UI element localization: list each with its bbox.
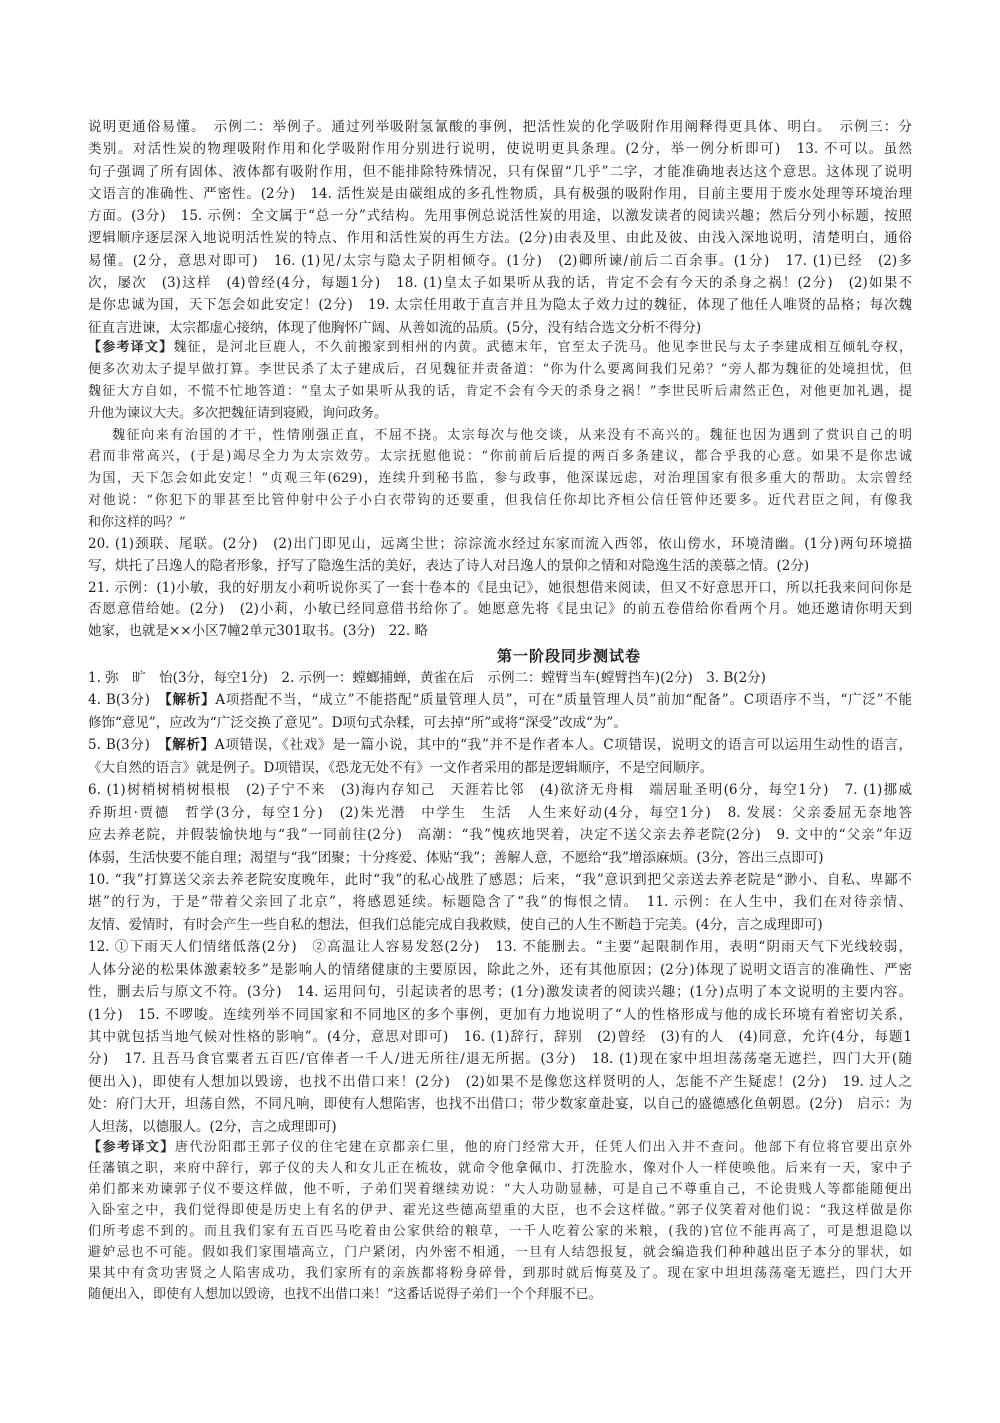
translation-line: 对他说：“你犯下的罪甚至比管仲射中公子小白衣带钩的还要重，但我信任你却比齐桓公信任管仲还要多。近代君臣之间，有像我 [88, 493, 912, 509]
answer-head: 5. B(3分) [88, 737, 165, 754]
answer-line: 方面。(3分) 15. 示例：全文属于“总一分”式结构。先用事例总说活性炭的用途，以激发读者的阅读兴趣；然后分列小标题，按照 [88, 208, 912, 225]
answer-line: 乔斯坦·贾德 哲学(3分，每空1分) (2)朱光潜 中学生 生活 人生来好动(4分，每空1分) 8. 发展：父亲委屈无奈地答 [88, 804, 912, 821]
translation-line: 和你这样的吗？” [88, 515, 186, 531]
answer-line: 逻辑顺序逐层深入地说明活性炭的特点、作用和活性炭的再生方法。(2分)由表及里、由此及彼、由浅入深地说明，清楚明白，通俗 [88, 230, 912, 247]
answer-line: 写，烘托了吕逸人的隐者形象，抒写了隐逸生活的美好，表达了诗人对吕逸人的景仰之情和对隐逸生活的羡慕之情。(2分) [88, 557, 810, 574]
translation-line: 魏征大方自如，不慌不忙地答道：“皇太子如果听从我的话，肯定不会有今天的杀身之祸！”李世民听后肃然正色，对他更加礼遇，提 [88, 383, 912, 399]
analysis-label: 【解析】 [164, 737, 215, 754]
answer-line: 次，屡次 (3)这样 (4)曾经(4分，每题1分) 18. (1)皇太子如果听从我的话，肯定不会有今天的杀身之祸！(2分) (2)如果不 [88, 275, 912, 292]
answer-line: 文语言的准确性、严密性。(2分) 14. 活性炭是由碳组成的多孔性物质，具有极强的吸附作用，目前主要用于废水处理等环境治理 [88, 185, 912, 202]
translation-line: 入卧室之中，我们觉得即使是历史上有名的伊尹、霍光这些德高望重的大臣，也不会这样做。”郭子仪笑着对他们说：“我这样做是你 [88, 1203, 912, 1218]
answer-line: 人体分泌的松果体激素较多”是影响人的情绪健康的主要原因，除此之外，还有其他原因；(2分)体现了说明文语言的准确性、严密 [88, 961, 912, 978]
translation-line [88, 1137, 912, 1158]
translation-label: 【参考译文】 [88, 1140, 175, 1155]
answer-line: 其中就包括当地气候对性格的影响”。(4分，意思对即可) 16. (1)辞行，辞别 (2)曾经 (3)有的人 (4)同意，允许(4分，每题1 [88, 1029, 912, 1045]
reference-translation-c [88, 1137, 912, 1305]
translation-line: 果其中有贪功害贤之人陷害成功，我们家所有的亲族都将粉身碎骨，到那时就后悔莫及了。现在家中坦坦荡荡毫无遮拦，四门大开 [88, 1266, 912, 1281]
translation-line: 君而非常高兴，(于是)竭尽全力为太宗效劳。太宗抚慰他说：“你前前后后提的两百多条建议，都合乎我的心意。如果不是你忠诚 [88, 449, 912, 465]
translation-line: 避妒忌也不可能。假如我们家围墙高立，门户紧闭，内外密不相通，一旦有人结怨报复，就会编造我们种种越出臣子本分的罪状，如 [88, 1245, 912, 1260]
answer-head: 4. B(3分) [88, 692, 166, 709]
section-title: 第一阶段同步测试卷 [497, 647, 642, 665]
translation-text: 魏征，是河北巨鹿人，不久前搬家到相州的内黄。武德末年，官至太子洗马。他见李世民与太子李建成相互倾轧夺权， [173, 340, 912, 355]
translation-line: 为国，天下怎会如此安定！”贞观三年(629)，连续升到秘书监，参与政事，他深谋远虑，对治理国家有很多重大的帮助。太宗曾经 [88, 471, 912, 487]
answer-line: 应去养老院，并假装愉快地与“我”一同前往(2分) 高潮：“我”愧疚地哭着，决定不送父亲去养老院(2分) 9. 文中的“父亲”年迈 [88, 827, 912, 844]
answer-line [88, 734, 912, 756]
reference-translation-a [88, 337, 912, 534]
answer-line: 1. 弥 旷 怡(3分，每空1分) 2. 示例一：螳螂捕蝉，黄雀在后 示例二：螳臂当车(螳臂挡车)(2分) 3. B(2分) [88, 670, 766, 686]
translation-line [88, 337, 912, 359]
answer-line: 性，删去后与原文不符。(3分) 14. 运用问句，引起读者的思考；(1分)激发读者的阅读兴趣；(1分)点明了本文说明的主要内容。 [88, 984, 912, 1001]
answer-line: 体弱，生活快要不能自理；渴望与“我”团聚；十分疼爱、体贴“我”；善解人意，不愿给“我”增添麻烦。(3分，答出三点即可) [88, 849, 824, 866]
answer-line: 10. “我”打算送父亲去养老院安度晚年，此时“我”的私心战胜了感恩；后来，“我”意识到把父亲送去养老院是“渺小、自私、卑鄙不 [88, 871, 912, 888]
answer-line: 友情、爱情时，有时会产生一些自私的想法，但我们总能完成自我救赎，使自己的人生不断趋于完美。(4分，言之成理即可) [88, 916, 823, 933]
answer-line: 《大自然的语言》就是例子。D项错误，《恐龙无处不有》一文作者采用的都是逻辑顺序，不是空间顺序。 [88, 759, 714, 776]
answer-line: 21. 示例：(1)小敏，我的好朋友小莉听说你买了一套十卷本的《昆虫记》，她很想借来阅读，但又不好意思开口，所以托我来问问你是 [88, 579, 912, 596]
answer-line: 修饰“意见”，应改为“广泛交换了意见”。D项句式杂糅，可去掉“所”或将“深受”改成“为”。 [88, 714, 627, 731]
answers-block-b [88, 534, 912, 643]
answer-line: 她家，也就是××小区7幢2单元301取书。(3分) 22. 略 [88, 623, 428, 640]
answer-line: 便出入)，即使有人想加以毁谤，也找不出借口来！(2分) (2)如果不是像您这样贤明的人，怎能不产生疑虑！(2分) 19. 过人之 [88, 1073, 912, 1090]
translation-line: 弟们都来劝谏郭子仪不要这样做，他不听，子弟们哭着继续劝说：“大人功勋显赫，可是自己不尊重自己，不论贵贱人等都能随便出 [88, 1182, 912, 1197]
answer-line: 是你忠诚为国，天下怎会如此安定！(2分) 19. 太宗任用敢于直言并且为隐太子效力过的魏征，体现了他任人唯贤的品格；每次魏 [88, 297, 912, 314]
translation-line: 们所考虑不到的。而且我们家有五百匹马吃着由公家供给的粮草，一千人吃着公家的米粮，(我的)官位不能再高了，可是想退隐以 [88, 1224, 912, 1239]
translation-line: 随便出入，即使有人想加以毁谤，也找不出借口来！”这番话说得子弟们一个个拜服不已。 [88, 1287, 602, 1302]
answer-line: 易懂。(2分，意思对即可) 16. (1)见/太宗与隐太子阴相倾夺。(1分) (2)卿所谏/前后二百余事。(1分) 17. (1)已经 (2)多 [88, 252, 912, 269]
answer-line: 堪”的行为，于是“带着父亲回了北京”，将感恩延续。标题隐含了“我”的悔恨之情。 11. 示例：在人生中，我们在对待亲情、 [88, 894, 912, 911]
answer-line [88, 689, 912, 711]
answer-line: 20. (1)颈联、尾联。(2分) (2)出门即见山，远离尘世；淙淙流水经过东家而流入西邻，依山傍水，环境清幽。(1分)两句环境描 [88, 536, 912, 552]
answer-text: A项错误，《社戏》是一篇小说，其中的“我”并不是作者本人。C项错误，说明文的语言可以运用生动性的语言， [214, 737, 912, 754]
answers-block-a [88, 116, 912, 339]
answers-block-c [88, 667, 912, 1138]
answer-line: 否愿意借给她。(2分) (2)小莉，小敏已经同意借书给你了。她愿意先将《昆虫记》的前五卷借给你看两个月。她还邀请你明天到 [88, 601, 912, 618]
answer-line: 说明更通俗易懂。 示例二：举例子。通过列举吸附氢氰酸的事例，把活性炭的化学吸附作用阐释得更具体、明白。 示例三：分 [88, 119, 912, 135]
answer-line: 分) 17. 且吾马食官粟者五百匹/官俸者一千人/进无所往/退无所据。(3分) 18. (1)现在家中坦坦荡荡毫无遮拦，四门大开(随 [88, 1051, 912, 1068]
answer-text: A项搭配不当，“成立”不能搭配“质量管理人员”，可在“质量管理人员”前加“配备”。C项语序不当，“广泛”不能 [215, 692, 912, 709]
answer-line: 句子强调了所有固体、液体都有吸附作用，但不能排除特殊情况，只有保留“几乎”二字，才能准确地表达这个意思。这体现了说明 [88, 163, 912, 180]
answer-line: 人坦荡，以德服人。(2分，言之成理即可) [88, 1118, 337, 1135]
translation-line: 魏征向来有治国的才干，性情刚强正直，不屈不挠。太宗每次与他交谈，从来没有不高兴的。魏征也因为遇到了赏识自己的明 [112, 427, 912, 443]
translation-label: 【参考译文】 [88, 340, 174, 355]
answer-line: 类别。对活性炭的物理吸附作用和化学吸附作用分别进行说明，使说明更具条理。(2分，举一例分析即可) 13. 不可以。虽然 [88, 141, 912, 158]
answer-line: 处：府门大开，坦荡自然，不同凡响，即使有人想陷害，也找不出借口；带少数家童赴宴，以自己的盛德感化鱼朝恩。(2分) 启示：为 [88, 1096, 912, 1113]
translation-line: 任藩镇之职，来府中辞行，郭子仪的夫人和女儿正在梳妆，就命令他拿佩巾、打洗脸水，像对仆人一样使唤他。后来有一天，家中子 [88, 1161, 912, 1176]
answer-line: (1分) 15. 不啰唆。连续列举不同国家和不同地区的多个事例，更加有力地说明了“人的性格形成与他的成长环境有着密切关系， [88, 1006, 912, 1023]
translation-text: 唐代汾阳郡王郭子仪的住宅建在京都亲仁里，他的府门经常大开，任凭人们出入并不查问。他部下有位将官要出京外 [174, 1140, 912, 1155]
translation-line: 升他为谏议大夫。多次把魏征请到寝殿，询问政务。 [88, 405, 388, 421]
translation-line: 便多次劝太子提早做打算。李世民杀了太子建成后，召见魏征并责备道：“你为什么要离间我们兄弟？”旁人都为魏征的处境担忧，但 [88, 361, 912, 377]
analysis-label: 【解析】 [165, 692, 216, 709]
answer-line: 征直言进谏，太宗都虚心接纳，体现了他胸怀广阔、从善如流的品质。(5分，没有结合选文分析不得分) [88, 319, 702, 336]
answer-line: 6. (1)树梢树梢树根根 (2)子宁不来 (3)海内存知己 天涯若比邻 (4)欲济无舟楫 端居耻圣明(6分，每空1分) 7. (1)挪威 [88, 782, 912, 799]
answer-line: 12. ①下雨天人们情绪低落(2分) ②高温让人容易发怒(2分) 13. 不能删去。“主要”起限制作用，表明“阴雨天气下光线较弱， [88, 939, 912, 956]
